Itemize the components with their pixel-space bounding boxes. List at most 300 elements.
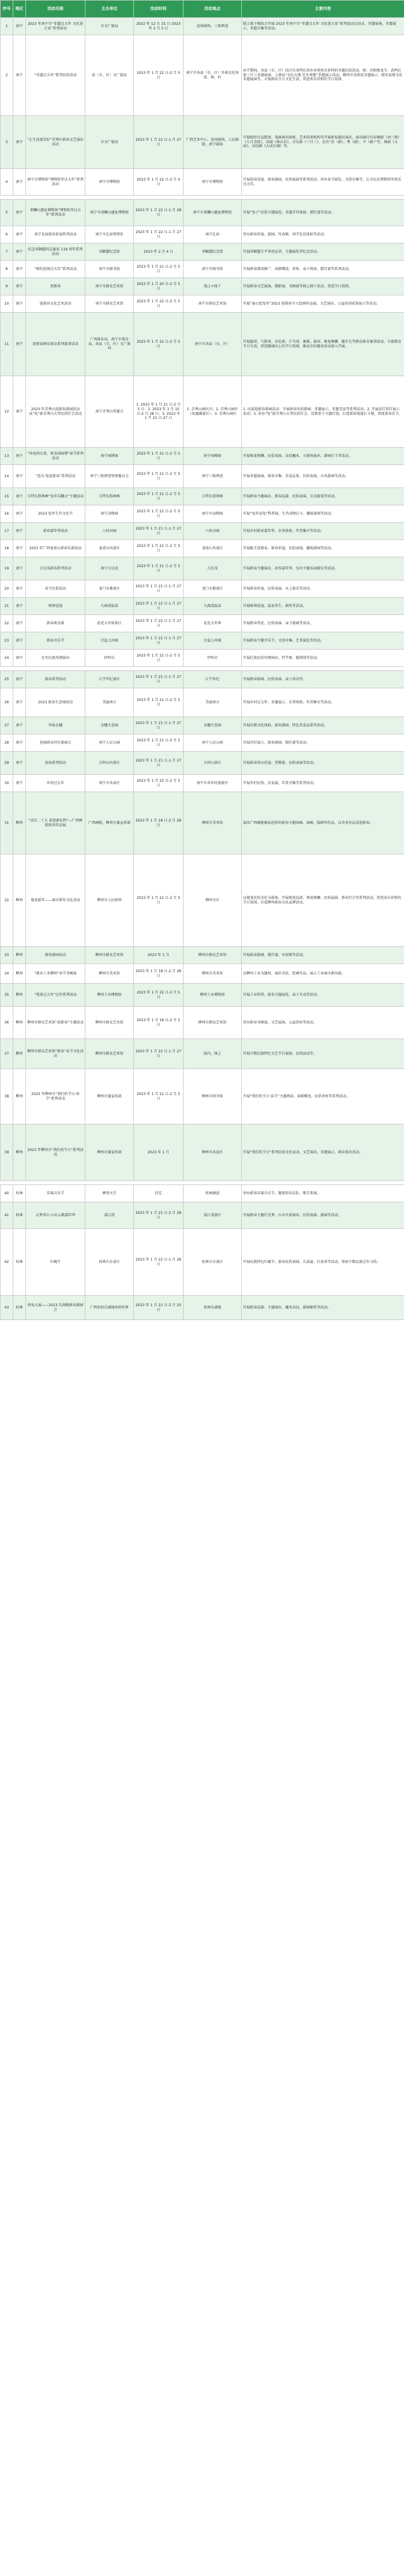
row-time: 2023 年 1 月 22 日-2 月 5 日	[134, 540, 184, 557]
row-index: 22	[1, 615, 13, 632]
separator-cell	[1, 196, 404, 200]
table-row	[1, 1296, 404, 1320]
row-index: 20	[1, 580, 13, 598]
row-content: 开展新春主题音乐节、文创市集、艺术展览等活动。	[242, 632, 404, 650]
row-place: 邕州剧场、三街两巷	[184, 18, 242, 35]
row-index: 30	[1, 775, 13, 792]
row-place: 江宇世纪	[184, 671, 242, 688]
row-index: 2	[1, 35, 13, 116]
row-time: 2023 年 1 月 22 日-2 月 5 日	[134, 295, 184, 313]
row-organizer: 南宁市群众艺术馆	[85, 295, 134, 313]
header-place: 活动地点	[184, 1, 242, 18]
table-row	[1, 376, 404, 448]
row-activity-name: 新春欢乐游	[26, 615, 85, 632]
row-organizer: 柳州市群众艺术馆	[85, 1039, 134, 1069]
row-content: 开展新春游园、猜灯谜、写春联等活动。	[242, 947, 404, 964]
table-row	[1, 688, 404, 717]
row-content: 开展新春祈福、民俗表演、水上游乐等活动。	[242, 580, 404, 598]
table-row	[1, 1039, 404, 1069]
row-index: 10	[1, 295, 13, 313]
row-index: 23	[1, 632, 13, 650]
row-content: 开展新春登山祈福、赏雾凇、民俗表演等活动。	[242, 752, 404, 775]
row-organizer: 大明山风景区	[85, 752, 134, 775]
row-activity-name: 贺新春	[26, 278, 85, 295]
row-activity-name: 方特东盟神画“兔年乐翻天”主题活动	[26, 488, 85, 505]
row-place: 南宁市群众艺术馆	[184, 295, 242, 313]
row-content: 开展农耕文化体验、新春游园、特色美食品鉴等活动。	[242, 717, 404, 734]
row-time: 2023 年 1 月 21 日-1 月 27 日	[134, 752, 184, 775]
row-area: 南宁	[13, 688, 26, 717]
row-content: 以柳州工业为题材，展出书法、绘画作品，展示工业城市新风貌。	[242, 964, 404, 984]
row-index: 34	[1, 964, 13, 984]
row-time: 2023 年 1 月 21 日-2 月 5 日	[134, 448, 184, 465]
row-content: 举办新春书画展、文艺展演、公益讲座等活动。	[242, 1007, 404, 1039]
row-activity-name: “异兔同庆贺，欢乐闹园博”春节系列活动	[26, 448, 85, 465]
row-content: 1. 民族迎新春游园活动：开展新春民俗游园、非遗展示、非遗美食等系列活动；2. 开展花灯彩灯展示活动；3. 举办“兔”游青秀山大型民俗灯会，设置多个主题灯组，打造新春夜游打卡地，欢度新春佳节。	[242, 376, 404, 448]
table-row	[1, 1229, 404, 1296]
row-area: 南宁	[13, 18, 26, 35]
row-area: 南宁	[13, 448, 26, 465]
row-area: 南宁	[13, 650, 26, 667]
row-place: 柳州市群众艺术馆	[184, 947, 242, 964]
row-content: 开展财神送福、温泉养生、抽奖等活动。	[242, 598, 404, 615]
row-area: 柳州	[13, 1039, 26, 1069]
table-body	[1, 18, 404, 1320]
row-area: 柳州	[13, 792, 26, 854]
row-area: 南宁	[13, 226, 26, 243]
row-place: 柳州市区	[184, 854, 242, 947]
row-time: 2023 年 1 月 22 日-1 月 28 日	[134, 200, 184, 226]
row-content: 线上线下相结合开展 2023 年南宁市“非遗过大年 文化进万家”系列活动启动式、非遗展演、非遗展示、非遗市集等活动。	[242, 18, 404, 35]
row-organizer: 南宁市群众艺术馆	[85, 278, 134, 295]
row-area: 南宁	[13, 465, 26, 488]
row-content: 开展新春游园、民俗表演、亲子活动等。	[242, 671, 404, 688]
row-organizer: 柳州市委宣传部	[85, 1069, 134, 1124]
row-area: 南宁	[13, 35, 26, 116]
row-index: 9	[1, 278, 13, 295]
row-index: 7	[1, 243, 13, 261]
row-place: 美丽南方	[184, 688, 242, 717]
row-activity-name: 草莓音乐节	[26, 1185, 85, 1202]
row-area: 桂林	[13, 1202, 26, 1229]
table-row	[1, 598, 404, 615]
header-organizer: 主办单位	[85, 1, 134, 18]
row-place: 荔江湾景区	[184, 1202, 242, 1229]
row-content: 开展工业科普、新春主题展览、亲子互动等活动。	[242, 984, 404, 1007]
row-area: 南宁	[13, 169, 26, 196]
separator-cell	[1, 1181, 404, 1185]
row-content: 开展猴王迎新春、新春祈福、民俗表演、趣味游园等活动。	[242, 540, 404, 557]
row-area: 南宁	[13, 557, 26, 580]
row-content: 举办新春草莓音乐节，邀请知名乐队、歌手参演。	[242, 1185, 404, 1202]
row-time: 2023 年 1 月 22 日-1 月 27 日	[134, 1039, 184, 1069]
table-row	[1, 775, 404, 792]
row-area: 南宁	[13, 261, 26, 278]
table-row	[1, 295, 404, 313]
row-time: 2023 年 1 月 22 日-1 月 28 日	[134, 1229, 184, 1296]
row-area: 桂林	[13, 1185, 26, 1202]
row-activity-name: 柳州市群众艺术馆“新春”春节文化活动	[26, 1039, 85, 1069]
row-index: 15	[1, 488, 13, 505]
row-time: 2023 年 1 月 21 日-2 月 5 日	[134, 688, 184, 717]
row-content: 开展宫灯展示、新春游园、猜灯谜等活动。	[242, 734, 404, 752]
row-organizer: 桂林古东景区	[85, 1229, 134, 1296]
table-row	[1, 169, 404, 196]
row-activity-name: 邕园新春宫灯游园会	[26, 734, 85, 752]
row-place: 馆内、线上	[184, 1039, 242, 1069]
row-time: 2023 年 1 月 22 日-2 月 5 日	[134, 505, 184, 523]
row-area: 南宁	[13, 734, 26, 752]
table-row	[1, 580, 404, 598]
row-activity-name: 2023 年青秀山迎新春游园活动及“兔”游青秀山大型民俗灯会活动	[26, 376, 85, 448]
row-activity-name: 鸿兔大展——2023 乐满地新春游园会	[26, 1296, 85, 1320]
row-index: 29	[1, 752, 13, 775]
row-organizer: 龙虎山风景区	[85, 540, 134, 557]
row-organizer: 摩登天空	[85, 1185, 134, 1202]
row-place: 南宁园博园	[184, 448, 242, 465]
table-row	[1, 505, 404, 523]
row-separator	[1, 667, 404, 671]
row-activity-name: 迎春系列活动	[26, 752, 85, 775]
row-content: 开展邓颖超生平事迹宣讲、主题展览等纪念活动。	[242, 243, 404, 261]
row-area: 柳州	[13, 984, 26, 1007]
row-time: 2023 年 1 月 22 日-1 月 27 日	[134, 226, 184, 243]
row-organizer: 龙门水都景区	[85, 580, 134, 598]
row-area: 南宁	[13, 116, 26, 169]
row-activity-name: 迎新春文化艺术活动	[26, 295, 85, 313]
row-index: 17	[1, 523, 13, 540]
row-separator	[1, 1181, 404, 1185]
row-activity-name: 新春系列活动	[26, 671, 85, 688]
row-place: 邓颖超纪念馆	[184, 243, 242, 261]
row-organizer: 南宁市各县区	[85, 775, 134, 792]
table-row	[1, 523, 404, 540]
row-content: 开展乡村民俗、农家宴、年货市集等系列活动。	[242, 775, 404, 792]
row-organizer: 南宁三街两巷管理委员会	[85, 465, 134, 488]
row-index: 14	[1, 465, 13, 488]
row-index: 4	[1, 169, 13, 196]
table-row	[1, 540, 404, 557]
row-place: 桂林融创	[184, 1185, 242, 1202]
row-area: 南宁	[13, 278, 26, 295]
header-time: 活动时间	[134, 1, 184, 18]
row-activity-name: 2023 新春生态园活动	[26, 688, 85, 717]
row-activity-name: “就业工业柳州”春节书画展	[26, 964, 85, 984]
row-activity-name: 年味金穗	[26, 717, 85, 734]
row-place: 大明山景区	[184, 752, 242, 775]
row-time: 2022 年 12 月 31 日-2023 年 2 月 5 日	[134, 18, 184, 35]
table-row	[1, 313, 404, 376]
row-index: 33	[1, 947, 13, 964]
table-row	[1, 752, 404, 775]
row-organizer: 柳州市群众艺术馆	[85, 1007, 134, 1039]
row-area: 南宁	[13, 752, 26, 775]
row-time: 2023 年 2 月 4 日	[134, 243, 184, 261]
row-content: 开展新春巡游、主题演出、魔术杂技、游园抽奖等活动。	[242, 1296, 404, 1320]
row-place: 八桂田园	[184, 523, 242, 540]
row-area: 柳州	[13, 854, 26, 947]
row-organizer: 南宁市顶蛳山遗址博物馆	[85, 200, 134, 226]
row-content: 开展新春阅读推广、春联赠送、讲座、亲子阅读、猜灯谜等系列活动。	[242, 261, 404, 278]
row-activity-name: 柳州市群众艺术馆“迎新春”主题活动	[26, 1007, 85, 1039]
table-row	[1, 18, 404, 35]
row-area: 南宁	[13, 717, 26, 734]
row-area: 南宁	[13, 580, 26, 598]
table-row	[1, 465, 404, 488]
row-organizer: 美丽南方	[85, 688, 134, 717]
row-time: 2023 年 1 月 18 日-2 月 28 日	[134, 964, 184, 984]
row-time: 1. 2023 年 1 月 21 日-2 月 5 日；2. 2023 年 1 月 15 日-2 月 28 日；3. 2023 年 1 月 21 日-27 日	[134, 376, 184, 448]
row-place: 桂林古东景区	[184, 1229, 242, 1296]
table-row	[1, 1124, 404, 1181]
row-organizer: 南宁青秀山管委会	[85, 376, 134, 448]
row-content: 展出广西画院画家创作的新春主题国画、油画、版画等作品，以美术作品喜迎新春。	[242, 792, 404, 854]
row-index: 40	[1, 1185, 13, 1202]
row-time: 2023 年 1 月 21 日-2 月 25 日	[134, 1296, 184, 1320]
row-content: 开展“我们的节日”系列民俗文化活动、文艺演出、非遗展示、群众体育活动。	[242, 1124, 404, 1181]
table-row	[1, 261, 404, 278]
row-organizer: 柳州市委宣传部	[85, 1124, 134, 1181]
row-activity-name: 南宁孔庙新春祈福系列活动	[26, 226, 85, 243]
row-index: 36	[1, 1007, 13, 1039]
row-time: 2023 年 1 月 22 日-1 月 27 日	[134, 116, 184, 169]
row-index: 12	[1, 376, 13, 448]
row-place: 龙虎山风景区	[184, 540, 242, 557]
row-time: 2023 年 1 月 21 日-1 月 27 日	[134, 632, 184, 650]
row-time: 2023 年 1 月 21 日-2 月 5 日	[134, 557, 184, 580]
row-time: 2023 年 1 月 22 日-2 月 5 日	[134, 35, 184, 116]
row-index: 35	[1, 984, 13, 1007]
row-time: 2023 年 1 月 21 日-1 月 27 日	[134, 523, 184, 540]
row-area: 南宁	[13, 671, 26, 688]
row-index: 27	[1, 717, 13, 734]
row-content: 开展新春文艺展演、摄影展、书画展等线上线下活动，营造节日氛围。	[242, 278, 404, 295]
row-organizer: 市文广旅局	[85, 116, 134, 169]
header-content: 主要内容	[242, 1, 404, 18]
row-time: 2023 年 1 月 21 日-1 月 27 日	[134, 717, 184, 734]
row-index: 43	[1, 1296, 13, 1320]
row-index: 8	[1, 261, 13, 278]
row-content: 举办新春祈福、游园、写春联、国学礼仪体验等活动。	[242, 226, 404, 243]
row-area: 柳州	[13, 1069, 26, 1124]
row-place: 南宁孔庙	[184, 226, 242, 243]
table-row	[1, 650, 404, 667]
table-row	[1, 35, 404, 116]
row-area: 南宁	[13, 376, 26, 448]
row-time: 2023 年 1 月 18 日-2 月 28 日	[134, 792, 184, 854]
row-time: 2023 年 1 月 22 日-2 月 5 日	[134, 313, 184, 376]
row-separator	[1, 196, 404, 200]
row-content: 开展乡村过大年、非遗展示、农事体验、年货集市等活动。	[242, 688, 404, 717]
row-area: 南宁	[13, 523, 26, 540]
table-row	[1, 947, 404, 964]
row-index: 28	[1, 734, 13, 752]
row-place: 九曲湾温泉	[184, 598, 242, 615]
row-place: 柳州市美术馆	[184, 964, 242, 984]
row-activity-name: 壮乡民族风情演出	[26, 650, 85, 667]
row-organizer: 柳州市美术馆	[85, 964, 134, 984]
row-place: 南宁市动物园	[184, 505, 242, 523]
table-row	[1, 1202, 404, 1229]
row-organizer: 南宁万达茂	[85, 557, 134, 580]
row-organizer: 广西宏桂乐满地休闲世界	[85, 1296, 134, 1320]
row-index: 18	[1, 540, 13, 557]
row-place: 柳州工业博物馆	[184, 984, 242, 1007]
row-activity-name: “我来过大年”过年系列活动	[26, 984, 85, 1007]
separator-cell	[1, 667, 404, 671]
row-activity-name: 2023 兔年生肖文化节	[26, 505, 85, 523]
table-row	[1, 671, 404, 688]
table-row	[1, 116, 404, 169]
row-index: 16	[1, 505, 13, 523]
row-area: 南宁	[13, 615, 26, 632]
row-area: 南宁	[13, 598, 26, 615]
row-place: 1. 青秀山园区内；2. 青秀山园区（凤凰湖景区）；3. 青秀山园区	[184, 376, 242, 448]
row-place: 南宁市博物馆	[184, 169, 242, 196]
row-time: 2023 年 1 月 21 日-2 月 5 日	[134, 734, 184, 752]
table-row	[1, 854, 404, 947]
row-content: 开展少数民族特色文艺节目展演、民俗活动等。	[242, 1039, 404, 1069]
row-content: 开展“童心绘兔年”2023 迎新春少儿绘画作品展、文艺演出、公益培训成果展示等活动。	[242, 295, 404, 313]
row-index: 32	[1, 854, 13, 947]
table-header-row	[1, 1, 404, 18]
row-organizer: 金穗生态园	[85, 717, 134, 734]
table-row	[1, 557, 404, 580]
row-activity-name: “让生活更美好”青秀区新春文艺演出活动	[26, 116, 85, 169]
row-place: 南宁市各县（市、区）乡镇文化场馆、镇、村	[184, 35, 242, 116]
row-organizer: 南宁市图书馆	[85, 261, 134, 278]
row-place: 南宁三街两巷	[184, 465, 242, 488]
row-index: 1	[1, 18, 13, 35]
row-time: 2023 年 1 月 21 日-2 月 5 日	[134, 1069, 184, 1124]
row-organizer: 南宁市孔庙管理处	[85, 226, 134, 243]
row-content: 以炮龙民俗文化为载体，开展炮龙巡游、舞龙舞狮、民俗展演、新春灯会等系列活动，营造喜庆祥和的节日氛围，打造柳州新春文化品牌活动。	[242, 854, 404, 947]
row-time: 待定	[134, 1185, 184, 1202]
row-area: 南宁	[13, 775, 26, 792]
row-organizer: 柳州市群众艺术馆	[85, 947, 134, 964]
table-row	[1, 278, 404, 295]
row-time: 2023 年 1 月 22 日-2 月 5 日	[134, 984, 184, 1007]
row-index: 42	[1, 1229, 13, 1296]
row-organizer: 江宇世纪景区	[85, 671, 134, 688]
row-activity-name: 万达茂新春系列活动	[26, 557, 85, 580]
table-row	[1, 792, 404, 854]
row-time: 2023 年 1 月 22 日-1 月 27 日	[134, 598, 184, 615]
row-place: 万达茂	[184, 557, 242, 580]
table-row	[1, 632, 404, 650]
row-organizer: 荔江湾	[85, 1202, 134, 1229]
row-content: 开展舞龙舞狮、民俗表演、杂技魔术、小剧场演出、游园打卡等活动。	[242, 448, 404, 465]
row-place: 金穗生态园	[184, 717, 242, 734]
row-area: 柳州	[13, 1007, 26, 1039]
row-time: 2023 年 1 月 21 日-2 月 5 日	[134, 465, 184, 488]
table-row	[1, 615, 404, 632]
row-index: 3	[1, 116, 13, 169]
table-row	[1, 964, 404, 984]
row-activity-name: 红碗节	[26, 1229, 85, 1296]
row-content: 开展壮族民俗风情演出、竹竿舞、抛绣球等活动。	[242, 650, 404, 667]
row-area: 南宁	[13, 295, 26, 313]
row-organizer: 花花大世界景区	[85, 615, 134, 632]
row-place: 方特东盟神画	[184, 488, 242, 505]
row-content: 开展篮球、气排球、羽毛球、乒乓球、象棋、拔河、舞龙舞狮、健步走等群众体育赛事活动，丰富群众节日生活，营造健康向上的节日氛围，推动全民健身活动深入开展。	[242, 313, 404, 376]
row-area: 柳州	[13, 964, 26, 984]
header-area: 地区	[13, 1, 26, 18]
row-area: 南宁	[13, 488, 26, 505]
row-organizer: 九曲湾温泉	[85, 598, 134, 615]
row-activity-name: 顶蛳山遗址博物馆“博物馆里过大年”系列活动	[26, 200, 85, 226]
table-row	[1, 488, 404, 505]
row-place: 百益上河城	[184, 632, 242, 650]
row-area: 桂林	[13, 1229, 26, 1296]
row-content: 春节期间，各县（市、区）结合自身特色举办各类形式多样的非遗民俗活动，如：宾阳炮龙节、武鸣壮族三月三非遗展演、上林县“金色大地 壮乡欢歌”非遗展示活动、横州市茉莉花非遗展示、隆安县那文化非遗展演等，丰富群众节日文化生活，营造欢乐祥和的节日氛围。	[242, 35, 404, 116]
row-place: 南宁市顶蛳山遗址博物馆	[184, 200, 242, 226]
row-activity-name: 新春游园活动	[26, 947, 85, 964]
row-content: 开展新春主题演出、新春巡游、民俗表演、互动游戏等活动。	[242, 488, 404, 505]
table-row	[1, 200, 404, 226]
row-index: 26	[1, 688, 13, 717]
table-row	[1, 984, 404, 1007]
row-organizer: 南宁人民公园	[85, 734, 134, 752]
row-activity-name: 炮龙新年——城市新年文化活动	[26, 854, 85, 947]
row-activity-name: 新春嘉年华活动	[26, 523, 85, 540]
row-index: 5	[1, 200, 13, 226]
row-activity-name: “非遗过大年”系列民俗活动	[26, 35, 85, 116]
row-activity-name: 2023 年柳州市“我们的节日·春节”系列活动	[26, 1069, 85, 1124]
row-index: 39	[1, 1124, 13, 1181]
row-activity-name: 新春音乐节	[26, 632, 85, 650]
row-place: 伊岭岩	[184, 650, 242, 667]
table-row	[1, 1069, 404, 1124]
row-time: 2023 年 1 月 22 日-1 月 27 日	[134, 615, 184, 632]
row-content: 开展新春主题灯光秀、山水实景演出、民俗表演、游园等活动。	[242, 1202, 404, 1229]
row-content: 开展民族特色红碗节、新春民俗表演、长桌宴、打油茶等活动，体验少数民族过年习俗。	[242, 1229, 404, 1296]
table-row	[1, 734, 404, 752]
row-area: 柳州	[13, 1124, 26, 1181]
row-activity-name: “喜庆二十大 奋进新征程”—广西画院新春作品展	[26, 792, 85, 854]
row-activity-name: 纪念邓颖超同志诞辰 119 周年系列活动	[26, 243, 85, 261]
row-content: 开展新春赏花、民俗表演、亲子游园等活动。	[242, 615, 404, 632]
row-time: 2023 年 1 月 22 日-2 月 5 日	[134, 775, 184, 792]
row-area: 南宁	[13, 200, 26, 226]
row-place: 龙门水都景区	[184, 580, 242, 598]
row-area: 柳州	[13, 947, 26, 964]
row-area: 桂林	[13, 1296, 26, 1320]
row-organizer: 市文广旅局	[85, 18, 134, 35]
row-activity-name: “相约邕图过大年”系列活动	[26, 261, 85, 278]
row-organizer: 邓颖超纪念馆	[85, 243, 134, 261]
row-index: 25	[1, 671, 13, 688]
row-index: 38	[1, 1069, 13, 1124]
table-row	[1, 717, 404, 734]
row-content: 开展新春主题演出、冰雪嘉年华、室内主题乐园游玩等活动。	[242, 557, 404, 580]
row-time: 2023 年 1 月 21 日-1 月 27 日	[134, 580, 184, 598]
row-index: 13	[1, 448, 13, 465]
row-organizer: 柳州工业博物馆	[85, 984, 134, 1007]
row-area: 南宁	[13, 505, 26, 523]
row-place: 柳州市群众艺术馆	[184, 1007, 242, 1039]
row-index: 37	[1, 1039, 13, 1069]
row-activity-name: 2023 年南宁市“非遗过大年 文化进万家”系列活动	[26, 18, 85, 35]
row-time: 2023 年 1 月 21 日-2 月 5 日	[134, 488, 184, 505]
row-index: 19	[1, 557, 13, 580]
row-time: 2023 年 1 月	[134, 1124, 184, 1181]
row-time: 2023 年 1 月 22 日-2 月 4 日	[134, 169, 184, 196]
row-organizer: 方特东盟神画	[85, 488, 134, 505]
row-organizer: 百益上河城	[85, 632, 134, 650]
row-index: 11	[1, 313, 13, 376]
row-organizer: 伊岭岩	[85, 650, 134, 667]
